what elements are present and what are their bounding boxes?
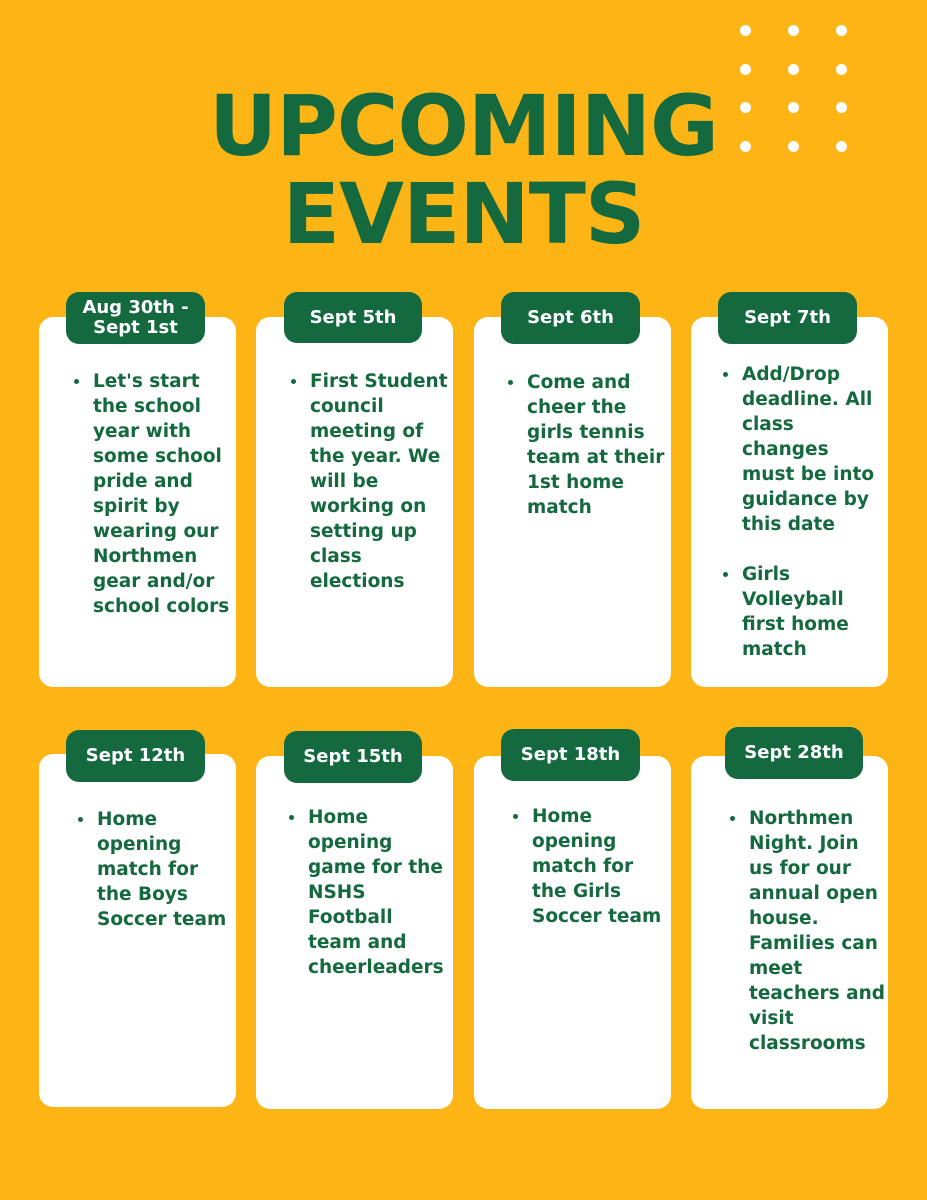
event-date: Sept 5th <box>309 306 397 328</box>
event-date: Sept 7th <box>744 307 831 328</box>
event-list <box>287 805 451 980</box>
event-item: Come and cheer the girls tennis team at their 1st home match <box>506 370 666 520</box>
event-card <box>39 754 236 1107</box>
event-item: Home opening match for the Boys Soccer team <box>76 807 234 932</box>
event-date: Sept 18th <box>520 744 621 765</box>
event-item: Home opening match for the Girls Soccer team <box>511 804 669 929</box>
event-list <box>511 804 669 929</box>
event-card <box>691 317 888 687</box>
event-list <box>728 806 886 1056</box>
decorative-dot <box>740 64 751 75</box>
event-card <box>256 317 453 687</box>
decorative-dot-grid <box>735 20 855 155</box>
event-date: Aug 30th - Sept 1st <box>82 297 189 338</box>
decorative-dot <box>788 64 799 75</box>
event-card <box>474 756 671 1109</box>
event-item: Add/Drop deadline. All class changes must be into guidance by this date <box>721 362 885 537</box>
decorative-dot <box>740 141 751 152</box>
decorative-dot <box>836 25 847 36</box>
decorative-dot <box>836 64 847 75</box>
event-date-badge <box>718 292 857 344</box>
event-date-badge <box>284 731 422 783</box>
event-list <box>506 370 666 520</box>
event-date: Sept 15th <box>303 746 403 767</box>
event-list <box>289 369 449 594</box>
event-item: Northmen Night. Join us for our annual open house. Families can meet teachers and visit classrooms <box>728 806 886 1056</box>
event-item: Home opening game for the NSHS Football team and cheerleaders <box>287 805 451 980</box>
event-item: Girls Volleyball first home match <box>721 562 885 662</box>
title-line-2: EVENTS <box>282 165 645 263</box>
event-list <box>721 362 885 662</box>
decorative-dot <box>836 141 847 152</box>
event-date: Sept 6th <box>527 307 614 328</box>
event-date-badge <box>501 729 640 781</box>
decorative-dot <box>740 102 751 113</box>
decorative-dot <box>740 25 751 36</box>
event-list <box>76 807 234 932</box>
event-item: First Student council meeting of the year. We will be working on setting up class elections <box>289 369 449 594</box>
title-line-1: UPCOMING <box>209 77 718 175</box>
event-date-badge <box>725 727 863 779</box>
decorative-dot <box>788 141 799 152</box>
event-card <box>691 756 888 1109</box>
event-list <box>72 369 232 619</box>
decorative-dot <box>836 102 847 113</box>
event-item: Let's start the school year with some school pride and spirit by wearing our Northmen gear and/or school colors <box>72 369 232 619</box>
event-date: Sept 28th <box>744 742 844 763</box>
decorative-dot <box>788 102 799 113</box>
event-date-badge <box>284 292 422 343</box>
event-card <box>39 317 236 687</box>
decorative-dot <box>788 25 799 36</box>
event-date: Sept 12th <box>85 745 186 766</box>
event-card <box>474 317 671 687</box>
event-date-badge <box>501 292 640 344</box>
event-date-badge <box>66 292 205 344</box>
event-card <box>256 756 453 1109</box>
event-date-badge <box>66 730 205 782</box>
